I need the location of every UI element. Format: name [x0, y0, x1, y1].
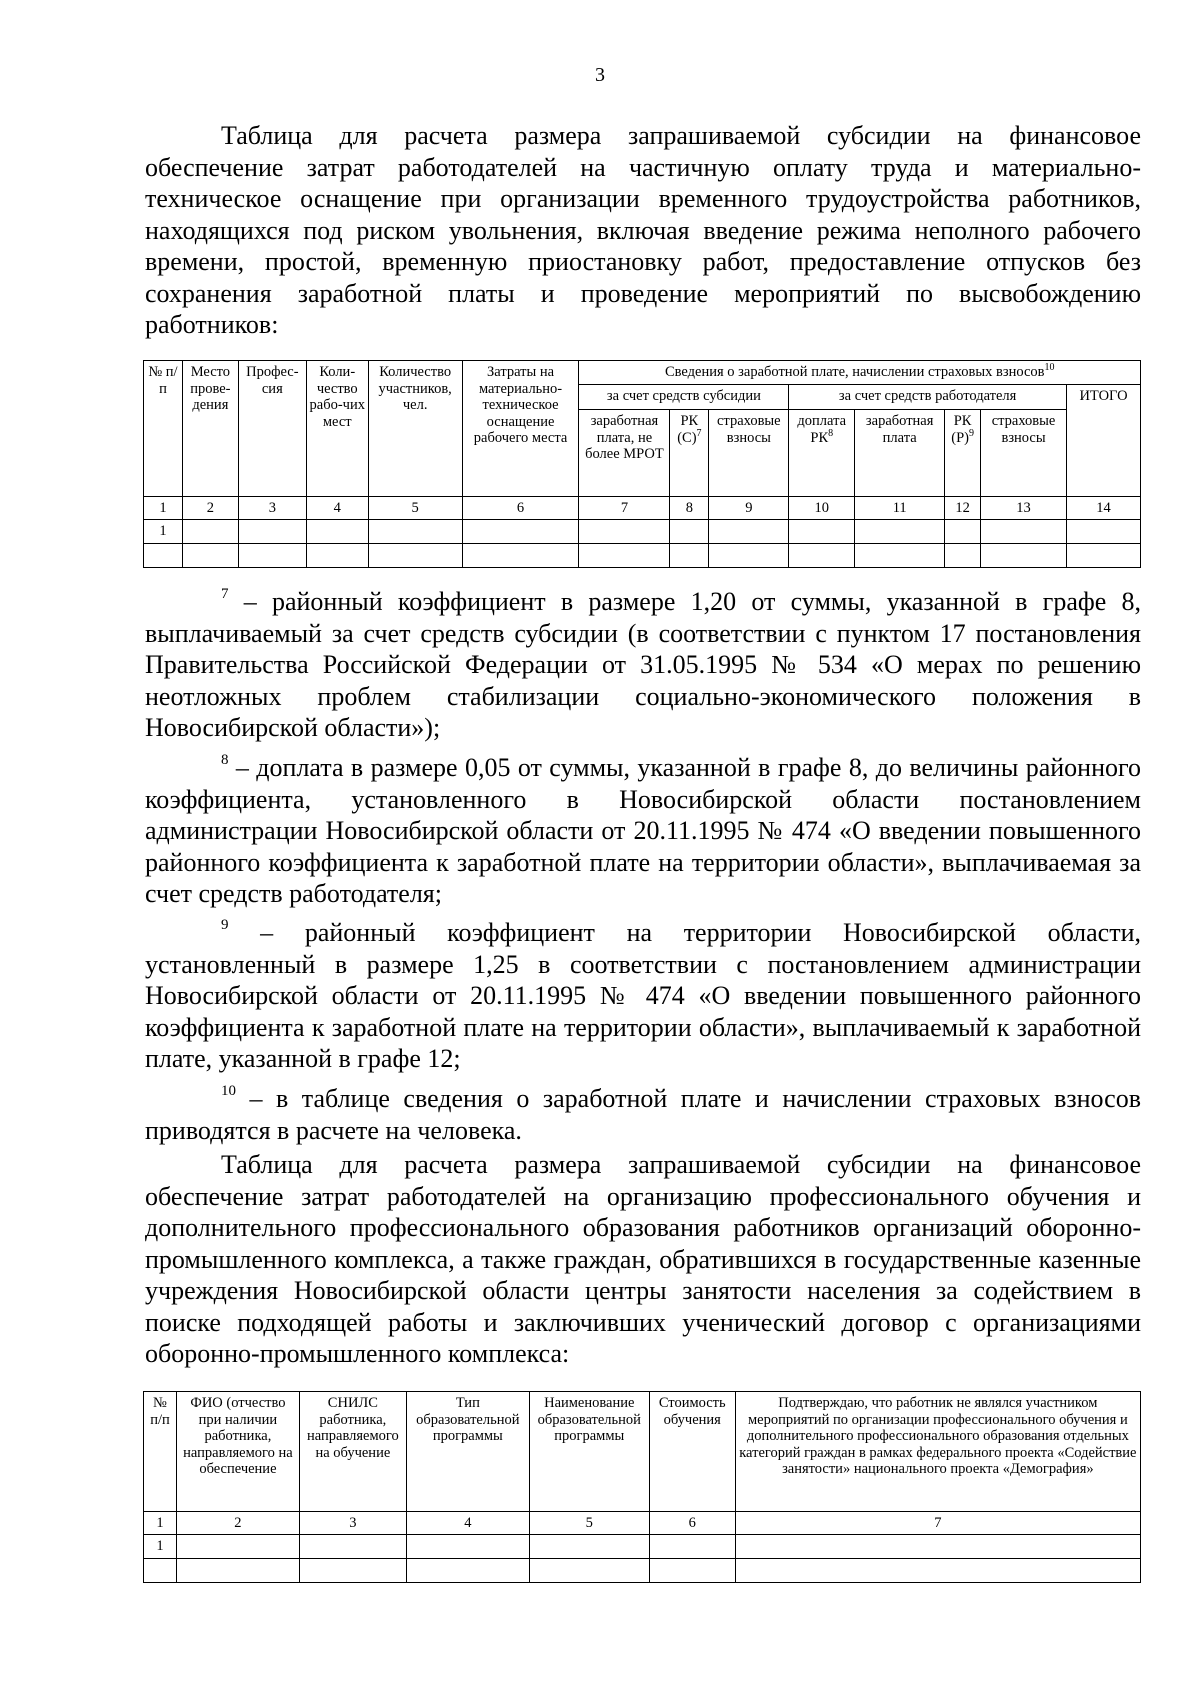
header-program-type: Тип образовательной программы — [406, 1392, 529, 1512]
header-profession: Профес-сия — [238, 361, 306, 497]
table-row — [144, 1559, 1141, 1583]
header-program-name: Наименование образовательной программы — [529, 1392, 649, 1512]
column-number: 6 — [462, 497, 579, 520]
column-number: 3 — [238, 497, 306, 520]
header-rk-r: РК $(Р)^9$ — [945, 410, 981, 497]
column-number: 6 — [649, 1512, 735, 1535]
column-number: 2 — [176, 1512, 299, 1535]
footnote-9: $^9$ – районный коэффициент на территории Новосибирской области, установленный в размере 1,25 в соответствии с постановлением администрации Новосибирской области от 20.11.1995 № 474 «О введении повышенного районного коэффициента к заработной плате на территории области», выплачиваемый к заработной плате, указанной в графе 12; — [145, 917, 1141, 1073]
footnote-8: $^8$ – доплата в размере 0,05 от суммы, указанной в графе 8, до величины районного коэффициента, установленного в Новосибирской области постановлением администрации Новосибирской области от 20.11.1995 № 474 «О введении повышенного районного коэффициента к заработной плате на территории области», выплачиваемая за счет средств работодателя; — [145, 752, 1141, 908]
header-rk-c: РК $(С)^7$ — [670, 410, 709, 497]
header-employer: за счет средств работодателя — [789, 385, 1067, 410]
header-insurance-subsidy: страховые взносы — [709, 410, 789, 497]
column-number: 9 — [709, 497, 789, 520]
header-jobs: Коли-чество рабо-чих мест — [306, 361, 368, 497]
header-total: ИТОГО — [1066, 385, 1140, 497]
column-number: 3 — [299, 1512, 406, 1535]
column-number: 1 — [144, 1512, 177, 1535]
training-cost-table — [143, 1391, 1141, 1583]
column-number: 7 — [735, 1512, 1140, 1535]
footnote-10: $^{10}$ – в таблице сведения о заработной плате и начислении страховых взносов приводятся в расчете на человека. — [145, 1083, 1141, 1145]
header-insurance-employer: страховые взносы — [981, 410, 1067, 497]
header-wage-info: Сведения о заработной плате, начислении страховых взносов$^{10}$ — [579, 361, 1141, 385]
table-row — [144, 544, 1141, 568]
subsidy-wage-table — [143, 360, 1141, 568]
column-number: 5 — [529, 1512, 649, 1535]
header-num: № п/п — [144, 361, 183, 497]
table1-intro: Таблица для расчета размера запрашиваемой субсидии на финансовое обеспечение затрат работодателей на частичную оплату труда и материально-техническое оснащение при организации временного трудоустройства работников, находящихся под риском увольнения, включая введение режима неполного рабочего времени, простой, временную приостановку работ, предоставление отпусков без сохранения заработной платы и проведение мероприятий по высвобождению работников: — [145, 121, 1141, 339]
row-number: 1 — [144, 1535, 177, 1559]
header-fio: ФИО (отчество при наличии работника, направляемого на обеспечение — [176, 1392, 299, 1512]
column-number: 4 — [306, 497, 368, 520]
column-number: 12 — [945, 497, 981, 520]
table-row — [144, 520, 1141, 544]
column-number: 11 — [855, 497, 945, 520]
table-row — [144, 1535, 1141, 1559]
header-doplata: доплата $РК^8$ — [789, 410, 855, 497]
header-cost: Стоимость обучения — [649, 1392, 735, 1512]
row-number: 1 — [144, 520, 183, 544]
page-number: 3 — [595, 64, 605, 86]
header-confirmation: Подтверждаю, что работник не являлся участником мероприятий по организации профессионального обучения и дополнительного профессионального образования отдельных категорий граждан в рамках федерального проекта «Содействие занятости» национального проекта «Демография» — [735, 1392, 1140, 1512]
header-num: № п/п — [144, 1392, 177, 1512]
column-number: 7 — [579, 497, 670, 520]
header-costs: Затраты на материально-техническое оснащение рабочего места — [462, 361, 579, 497]
header-place: Место прове-дения — [182, 361, 238, 497]
column-number: 5 — [368, 497, 462, 520]
header-wage-mrot: заработная плата, не более МРОТ — [579, 410, 670, 497]
table2-intro: Таблица для расчета размера запрашиваемой субсидии на финансовое обеспечение затрат работодателей на организацию профессионального обучения и дополнительного профессионального образования работников организаций оборонно-промышленного комплекса, а также граждан, обратившихся в государственные казенные учреждения Новосибирской области центры занятости населения за содействием в поиске подходящей работы и заключивших ученический договор с организациями оборонно-промышленного комплекса: — [145, 1150, 1141, 1368]
footnote-7: $^7$ – районный коэффициент в размере 1,20 от суммы, указанной в графе 8, выплачиваемый за счет средств субсидии (в соответствии с пунктом 17 постановления Правительства Российской Федерации от 31.05.1995 № 534 «О мерах по решению неотложных проблем стабилизации социально-экономического положения в Новосибирской области»); — [145, 586, 1141, 742]
header-wage: заработная плата — [855, 410, 945, 497]
column-number: 13 — [981, 497, 1067, 520]
column-number: 8 — [670, 497, 709, 520]
header-participants: Количество участников, чел. — [368, 361, 462, 497]
column-number: 14 — [1066, 497, 1140, 520]
column-number: 2 — [182, 497, 238, 520]
header-subsidy: за счет средств субсидии — [579, 385, 789, 410]
header-snils: СНИЛС работника, направляемого на обучение — [299, 1392, 406, 1512]
column-number: 4 — [406, 1512, 529, 1535]
column-number: 10 — [789, 497, 855, 520]
column-number: 1 — [144, 497, 183, 520]
